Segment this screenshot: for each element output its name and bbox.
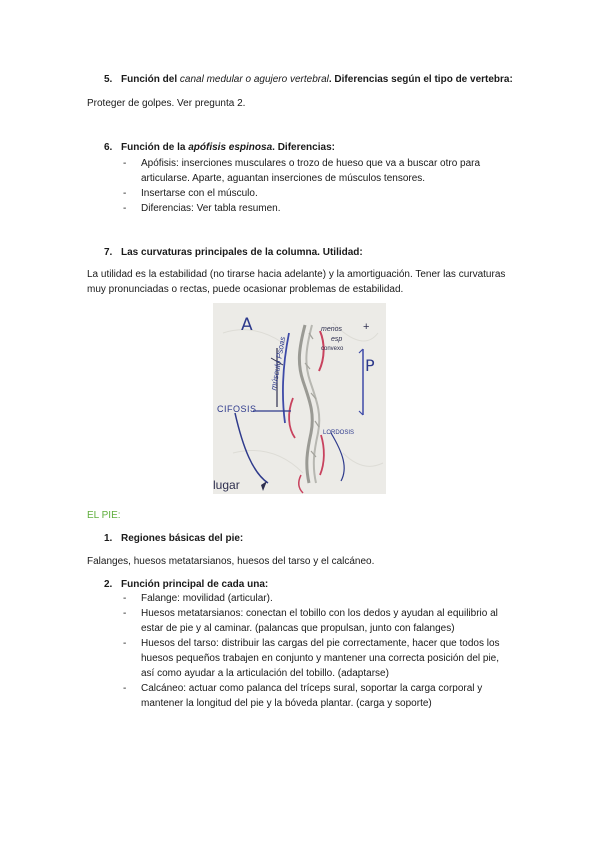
q7-number: 7. bbox=[104, 247, 113, 258]
q5-title-pre: Función del bbox=[121, 74, 180, 85]
sketch-label-lugar: lugar bbox=[213, 478, 240, 492]
p1-number: 1. bbox=[104, 533, 113, 544]
p2-number: 2. bbox=[104, 579, 113, 590]
p1-answer: Falanges, huesos metatarsianos, huesos del tarso y el calcáneo. bbox=[87, 556, 375, 567]
sketch-label-menos: menos bbox=[321, 326, 343, 333]
q5-title-post: . Diferencias según el tipo de vertebra: bbox=[328, 74, 513, 85]
sketch-label-plus: + bbox=[363, 321, 370, 333]
p2-bullet-line: Huesos metatarsianos: conectan el tobillo con los dedos y ayudan al equilibrio al bbox=[141, 608, 498, 619]
spine-sketch-photo bbox=[213, 303, 386, 494]
q7-title: Las curvaturas principales de la columna. Utilidad: bbox=[121, 247, 363, 258]
p2-heading bbox=[104, 578, 268, 591]
q6-bullet-dash: - bbox=[123, 188, 127, 199]
sketch-label-convexo: convexo bbox=[321, 346, 344, 352]
q6-bullet-line: Insertarse con el músculo. bbox=[141, 188, 258, 199]
q6-bullet-line: Apófisis: inserciones musculares o trozo de hueso que va a buscar otro para bbox=[141, 158, 481, 169]
p2-bullet-line: huesos pequeños trabajen en conjunto y mantener una correcta posición del pie, bbox=[141, 653, 500, 664]
q6-bullet-dash: - bbox=[123, 158, 127, 169]
q6-title-italic: apófisis espinosa bbox=[188, 142, 273, 153]
sketch-label-cifosis: CIFOSIS bbox=[217, 404, 257, 414]
q6-bullet-dash: - bbox=[123, 203, 127, 214]
p2-bullet-dash: - bbox=[123, 683, 127, 694]
p2-bullet-line: Falange: movilidad (articular). bbox=[141, 593, 273, 604]
q6-heading bbox=[104, 141, 335, 154]
p2-bullet-line: estar de pie y al caminar. (palancas que propulsan, junto con falanges) bbox=[141, 623, 455, 634]
sketch-label-a: A bbox=[241, 315, 253, 335]
q7-answer-line: muy pronunciadas o rectas, puede ocasionar problemas de estabilidad. bbox=[87, 284, 404, 295]
p2-bullet-dash: - bbox=[123, 638, 127, 649]
q5-answer: Proteger de golpes. Ver pregunta 2. bbox=[87, 98, 246, 109]
p1-title: Regiones básicas del pie: bbox=[121, 533, 244, 544]
sketch-label-esp: esp bbox=[331, 336, 343, 343]
q5-title-italic: canal medular o agujero vertebral bbox=[179, 74, 329, 85]
q7-answer-line: La utilidad es la estabilidad (no tirarse hacia adelante) y la amortiguación. Tener las curvaturas bbox=[87, 269, 506, 280]
q6-bullet-line: articularse. Aparte, aguantan inserciones de músculos tensores. bbox=[141, 173, 426, 184]
q6-title-pre: Función de la bbox=[121, 142, 189, 153]
q5-number: 5. bbox=[104, 74, 113, 85]
section-title: EL PIE: bbox=[87, 510, 121, 521]
p2-bullet-dash: - bbox=[123, 608, 127, 619]
q6-number: 6. bbox=[104, 142, 113, 153]
p2-bullet-line: así como ayudar a la articulación del tobillo. (adaptarse) bbox=[141, 668, 389, 679]
q7-heading bbox=[104, 246, 363, 259]
p1-heading bbox=[104, 532, 243, 545]
q6-bullet-line: Diferencias: Ver tabla resumen. bbox=[141, 203, 281, 214]
sketch-label-lordosis: LORDOSIS bbox=[323, 430, 355, 436]
sketch-label-p: P bbox=[365, 356, 375, 375]
q6-title-post: . Diferencias: bbox=[272, 142, 335, 153]
p2-bullet-line: Huesos del tarso: distribuir las cargas del pie correctamente, hacer que todos los bbox=[141, 638, 500, 649]
sketch-label-musculo: músculo Psoas bbox=[268, 335, 288, 391]
p2-bullet-line: Calcáneo: actuar como palanca del tríceps sural, soportar la carga corporal y bbox=[141, 683, 483, 694]
p2-bullet-dash: - bbox=[123, 593, 127, 604]
p2-title: Función principal de cada una: bbox=[121, 579, 269, 590]
p2-bullet-line: mantener la longitud del pie y la bóveda plantar. (carga y soporte) bbox=[141, 698, 432, 709]
q5-heading bbox=[104, 73, 513, 86]
